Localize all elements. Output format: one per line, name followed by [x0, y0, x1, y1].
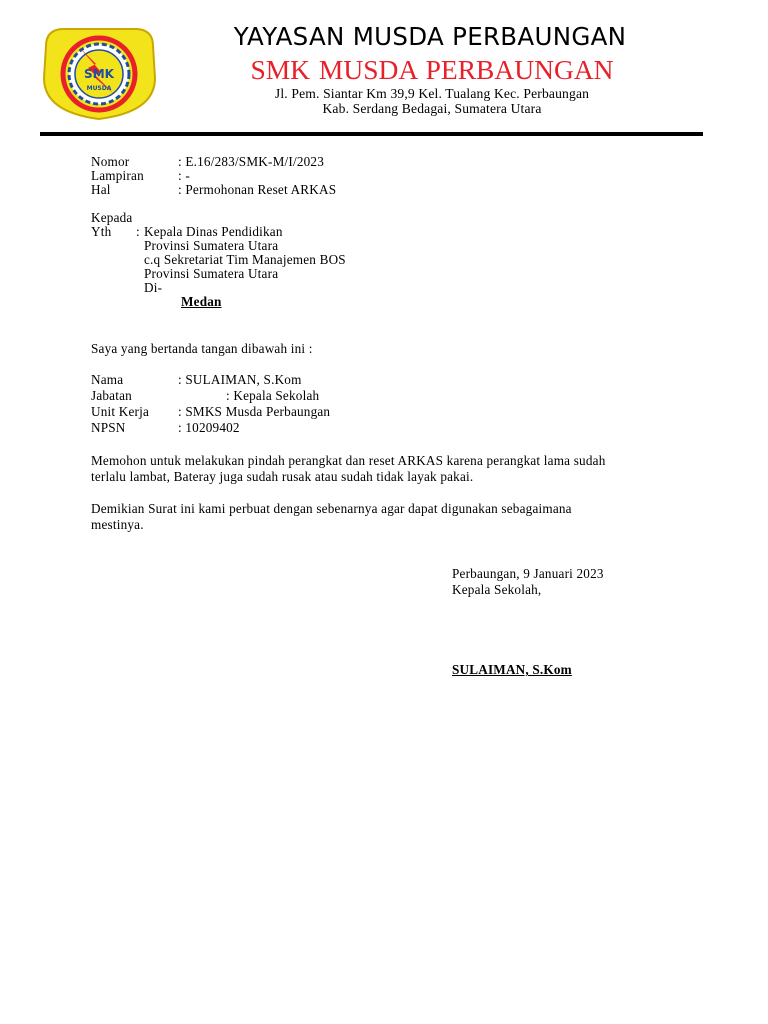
recipient-city: Medan — [181, 294, 222, 309]
recipient-line: c.q Sekretariat Tim Manajemen BOS — [144, 252, 346, 267]
identity-value-nama: : SULAIMAN, S.Kom — [178, 372, 302, 387]
logo-smk-text: SMK — [84, 67, 114, 81]
identity-label-jabatan: Jabatan — [91, 388, 132, 403]
intro-text: Saya yang bertanda tangan dibawah ini : — [91, 341, 313, 356]
logo-musda-text: MUSDA — [86, 85, 112, 92]
yth-colon: : — [136, 224, 140, 239]
school-logo — [38, 24, 161, 122]
signature-name: SULAIMAN, S.Kom — [452, 662, 572, 677]
kepada-label: Kepada — [91, 210, 133, 225]
address-line-1: Jl. Pem. Siantar Km 39,9 Kel. Tualang Kec. Perbaungan — [274, 86, 590, 101]
foundation-name: YAYASAN MUSDA PERBAUNGAN — [233, 22, 627, 51]
hal-label: Hal — [91, 182, 111, 197]
nomor-label: Nomor — [91, 154, 130, 169]
closing-paragraph-line-2: mestinya. — [91, 517, 144, 532]
recipient-line: Provinsi Sumatera Utara — [144, 238, 279, 253]
recipient-line: Provinsi Sumatera Utara — [144, 266, 279, 281]
signature-position: Kepala Sekolah, — [452, 582, 542, 597]
recipient-line: Kepala Dinas Pendidikan — [144, 224, 283, 239]
closing-paragraph-line-1: Demikian Surat ini kami perbuat dengan sebenarnya agar dapat digunakan sebagaimana — [91, 501, 572, 516]
yth-label: Yth — [91, 224, 112, 239]
school-name: SMK MUSDA PERBAUNGAN — [250, 54, 614, 85]
identity-label-nama: Nama — [91, 372, 124, 387]
lampiran-value: : - — [178, 168, 190, 183]
request-paragraph-line-1: Memohon untuk melakukan pindah perangkat dan reset ARKAS karena perangkat lama sudah — [91, 453, 606, 468]
letterhead-divider — [40, 132, 703, 136]
identity-value-npsn: : 10209402 — [178, 420, 240, 435]
identity-value-jabatan: : Kepala Sekolah — [226, 388, 320, 403]
signature-place-date: Perbaungan, 9 Januari 2023 — [452, 566, 604, 581]
hal-value: : Permohonan Reset ARKAS — [178, 182, 337, 197]
identity-value-unit: : SMKS Musda Perbaungan — [178, 404, 331, 419]
identity-label-unit: Unit Kerja — [91, 404, 150, 419]
recipient-line: Di- — [144, 280, 163, 295]
request-paragraph-line-2: terlalu lambat, Bateray juga sudah rusak atau sudah tidak layak pakai. — [91, 469, 474, 484]
nomor-value: : E.16/283/SMK-M/I/2023 — [178, 154, 325, 169]
identity-label-npsn: NPSN — [91, 420, 126, 435]
lampiran-label: Lampiran — [91, 168, 144, 183]
address-line-2: Kab. Serdang Bedagai, Sumatera Utara — [322, 101, 542, 116]
